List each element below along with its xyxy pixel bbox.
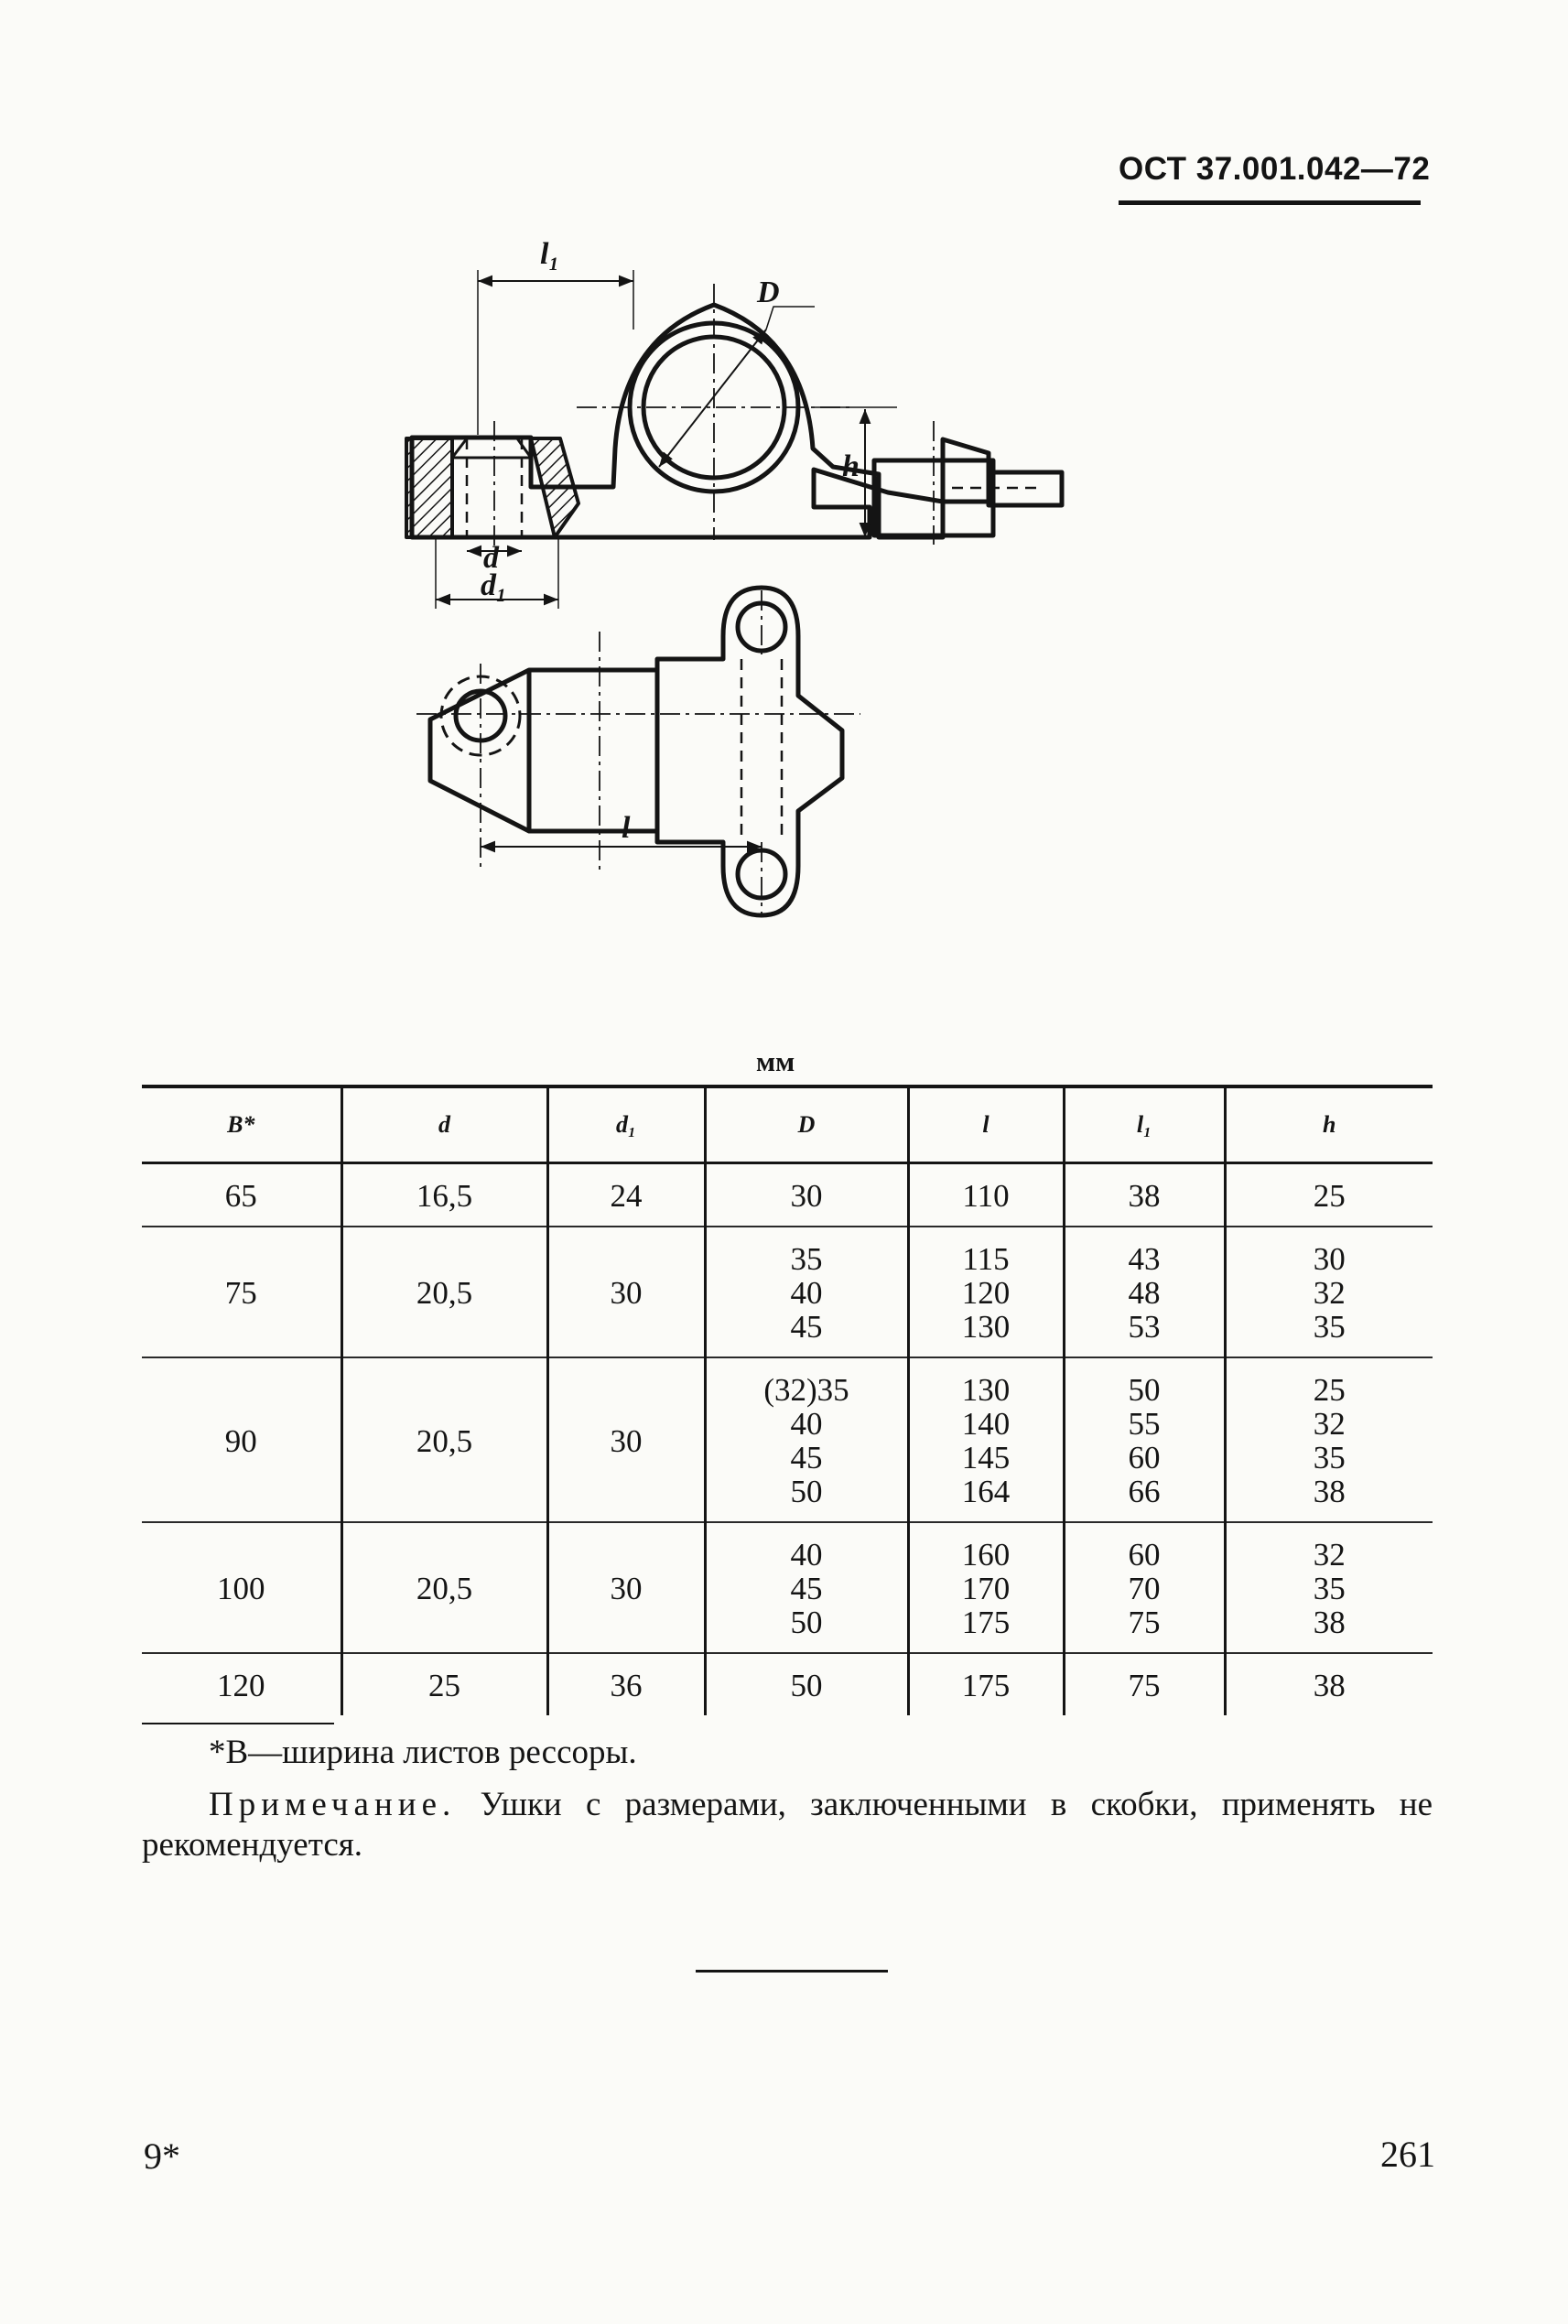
top-view-outline <box>430 588 842 915</box>
cell-value: 25 <box>1313 1178 1346 1214</box>
cell-value: 25 <box>1313 1372 1346 1408</box>
note-lead: Примечание. <box>209 1786 457 1823</box>
cell-d <box>705 1357 908 1522</box>
cell-l <box>908 1653 1064 1715</box>
cell-d: 20,5 <box>341 1357 547 1522</box>
cell-value: 50 <box>790 1474 823 1509</box>
header-underline <box>1119 200 1421 205</box>
top-hidden-lines <box>741 659 782 842</box>
cell-l1 <box>1064 1227 1225 1357</box>
cell-b: 120 <box>142 1653 341 1715</box>
cell-value: 32 <box>1313 1406 1346 1442</box>
dimension-table <box>142 1085 1433 1715</box>
label-d1: d₁ <box>481 568 507 602</box>
cell-h <box>1225 1522 1433 1653</box>
standard-code: ОСТ 37.001.042—72 <box>1119 151 1431 187</box>
cell-value: 75 <box>1128 1668 1161 1703</box>
cell-value: 145 <box>961 1440 1011 1475</box>
cell-l1 <box>1064 1357 1225 1522</box>
footnote: *B—ширина листов рессоры. <box>209 1734 637 1771</box>
cell-l1 <box>1064 1163 1225 1227</box>
cell-l <box>908 1163 1064 1227</box>
cell-value: 130 <box>961 1372 1011 1408</box>
cell-value: (32)35 <box>763 1372 849 1408</box>
column-header-h: h <box>1225 1086 1433 1163</box>
cell-d: 20,5 <box>341 1522 547 1653</box>
cell-value: 175 <box>961 1668 1011 1703</box>
cell-value: 38 <box>1313 1474 1346 1509</box>
cell-value: 175 <box>961 1605 1011 1640</box>
cell-value: 50 <box>1128 1372 1161 1408</box>
cell-value: 35 <box>1313 1440 1346 1475</box>
cell-b: 75 <box>142 1227 341 1357</box>
label-h: h <box>842 449 860 483</box>
cell-d <box>705 1653 908 1715</box>
cell-value: 115 <box>962 1241 1010 1277</box>
cell-h <box>1225 1163 1433 1227</box>
cell-value: 160 <box>961 1537 1011 1573</box>
label-d: d <box>483 541 499 575</box>
cell-b: 90 <box>142 1357 341 1522</box>
column-header-d1: d₁ <box>547 1086 705 1163</box>
cell-value: 35 <box>1313 1309 1346 1345</box>
cell-value: 38 <box>1313 1605 1346 1640</box>
cell-value: 45 <box>790 1440 823 1475</box>
cell-d <box>705 1522 908 1653</box>
end-rule <box>696 1970 888 1973</box>
cell-value: 35 <box>790 1241 823 1277</box>
cell-value: 66 <box>1128 1474 1161 1509</box>
label-D: D <box>757 276 780 309</box>
cell-value: 38 <box>1313 1668 1346 1703</box>
cell-value: 120 <box>961 1275 1011 1311</box>
cell-h <box>1225 1357 1433 1522</box>
page-number: 261 <box>1380 2134 1435 2175</box>
cell-value: 130 <box>961 1309 1011 1345</box>
cell-d <box>705 1227 908 1357</box>
cell-l <box>908 1227 1064 1357</box>
cell-value: 50 <box>790 1605 823 1640</box>
cell-l1 <box>1064 1522 1225 1653</box>
table-row <box>142 1357 1433 1522</box>
cell-b: 100 <box>142 1522 341 1653</box>
cell-d: 20,5 <box>341 1227 547 1357</box>
cell-value: 60 <box>1128 1537 1161 1573</box>
cell-d1: 30 <box>547 1357 705 1522</box>
cell-value: 60 <box>1128 1440 1161 1475</box>
cell-d1: 36 <box>547 1653 705 1715</box>
cell-value: 53 <box>1128 1309 1161 1345</box>
dimension-l1-ext <box>478 270 633 435</box>
cell-l <box>908 1522 1064 1653</box>
footnote-rule <box>142 1723 334 1724</box>
cell-value: 170 <box>961 1571 1011 1606</box>
column-header-d: d <box>341 1086 547 1163</box>
cell-d1: 24 <box>547 1163 705 1227</box>
counterbore <box>452 438 531 458</box>
signature-mark: 9* <box>144 2135 180 2177</box>
dimension-D-leader <box>766 307 815 330</box>
cell-value: 70 <box>1128 1571 1161 1606</box>
cell-value: 32 <box>1313 1537 1346 1573</box>
note-text: Ушки с размерами, заключенными в скобки, применять не рекомендуется. <box>142 1786 1433 1864</box>
column-header-l: l <box>908 1086 1064 1163</box>
cell-value: 38 <box>1128 1178 1161 1214</box>
cell-value: 110 <box>962 1178 1010 1214</box>
table-row <box>142 1163 1433 1227</box>
cell-d: 16,5 <box>341 1163 547 1227</box>
cell-value: 140 <box>961 1406 1011 1442</box>
cell-value: 45 <box>790 1309 823 1345</box>
cell-value: 164 <box>961 1474 1011 1509</box>
table-row <box>142 1227 1433 1357</box>
cell-value: 30 <box>1313 1241 1346 1277</box>
cell-value: 30 <box>790 1178 823 1214</box>
cell-value: 40 <box>790 1406 823 1442</box>
column-header-D: D <box>705 1086 908 1163</box>
column-header-B: B* <box>142 1086 341 1163</box>
cell-h <box>1225 1653 1433 1715</box>
cell-b: 65 <box>224 1178 257 1214</box>
technical-drawing <box>348 229 1117 1025</box>
top-center-lines <box>416 590 860 915</box>
cell-value: 32 <box>1313 1275 1346 1311</box>
note-paragraph <box>142 1785 1433 1865</box>
cell-d: 25 <box>341 1653 547 1715</box>
cell-d1: 30 <box>547 1522 705 1653</box>
table-body <box>142 1163 1433 1716</box>
cell-value: 45 <box>790 1571 823 1606</box>
cell-value: 50 <box>790 1668 823 1703</box>
cell-d <box>705 1163 908 1227</box>
table-row <box>142 1522 1433 1653</box>
cell-l <box>908 1357 1064 1522</box>
table-header-row <box>142 1086 1433 1163</box>
cell-l1 <box>1064 1653 1225 1715</box>
top-view <box>416 588 860 915</box>
cell-value: 48 <box>1128 1275 1161 1311</box>
cell-d1: 30 <box>547 1227 705 1357</box>
label-l: l <box>622 811 631 845</box>
table-row <box>142 1653 1433 1715</box>
column-header-l1: l₁ <box>1064 1086 1225 1163</box>
side-view <box>406 270 1062 609</box>
cell-value: 40 <box>790 1275 823 1311</box>
cell-value: 43 <box>1128 1241 1161 1277</box>
label-l1: l₁ <box>540 237 560 271</box>
cell-value: 35 <box>1313 1571 1346 1606</box>
cell-value: 40 <box>790 1537 823 1573</box>
cell-value: 75 <box>1128 1605 1161 1640</box>
cell-h <box>1225 1227 1433 1357</box>
unit-label: мм <box>756 1045 795 1077</box>
hatched-section-left <box>406 438 452 537</box>
cell-value: 55 <box>1128 1406 1161 1442</box>
